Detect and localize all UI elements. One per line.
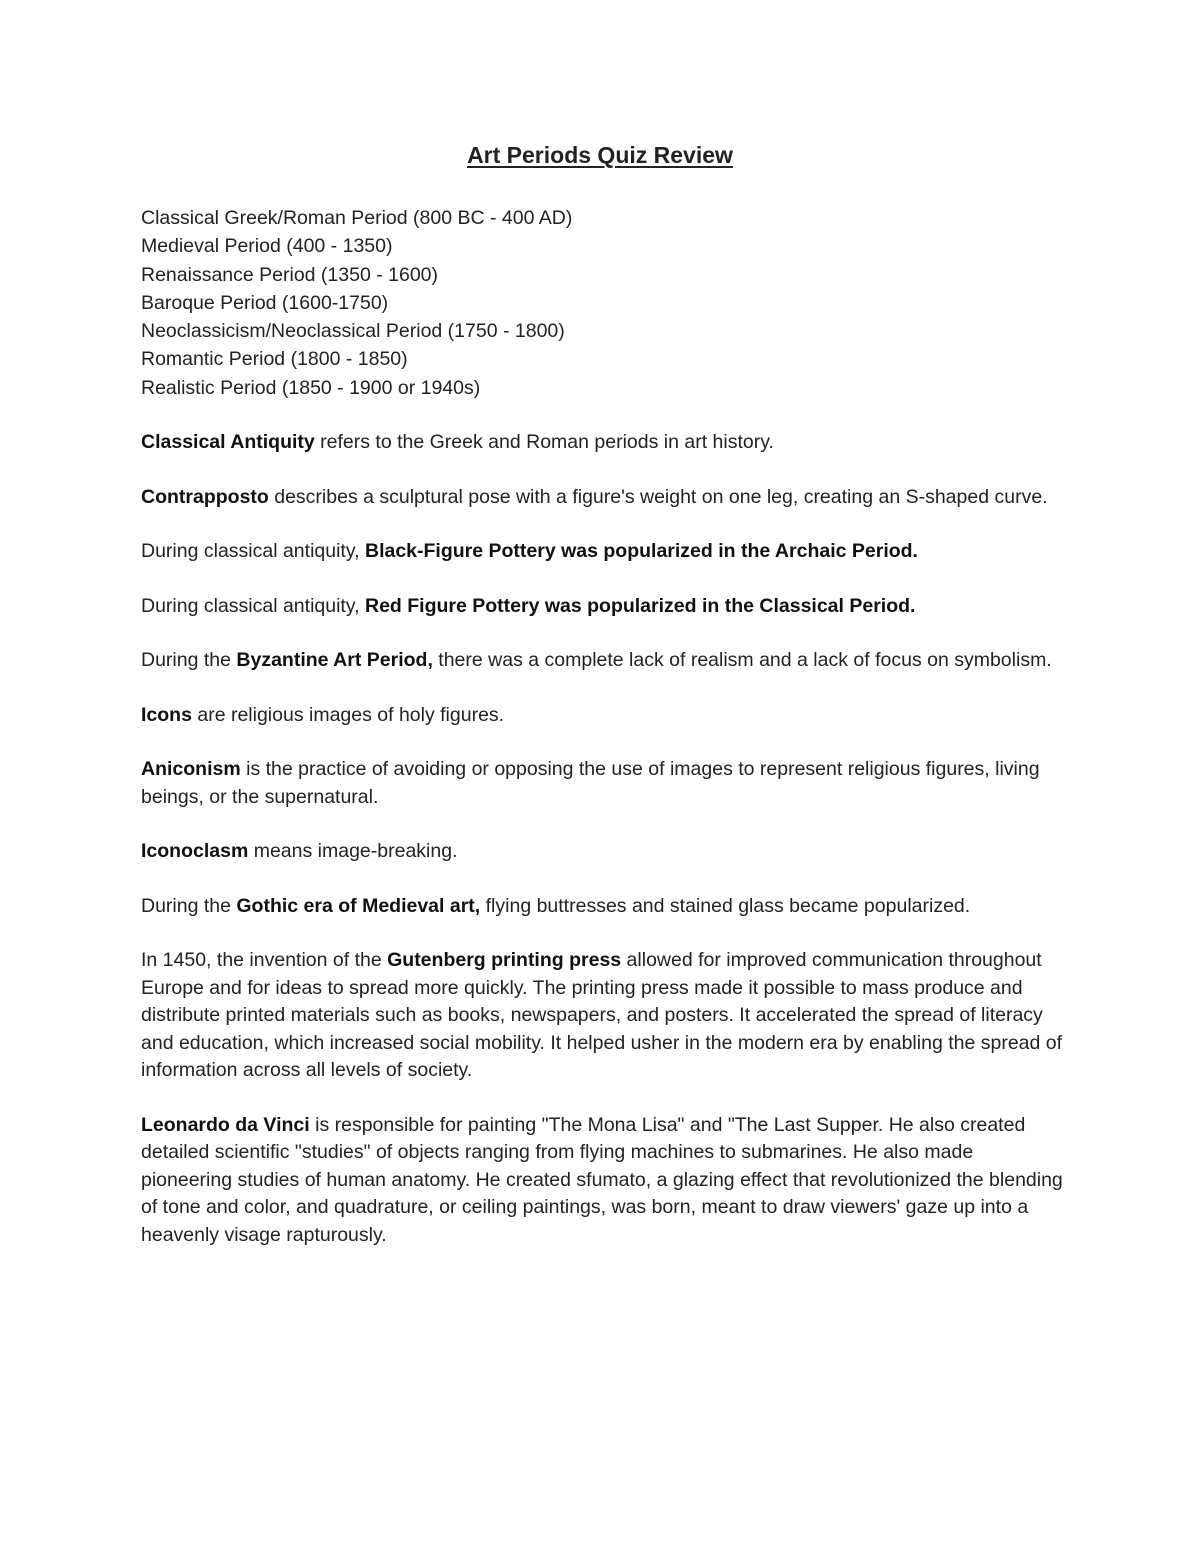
- term-bold: Aniconism: [141, 758, 241, 781]
- term-bold: Contrapposto: [141, 485, 269, 508]
- term-bold: Iconoclasm: [141, 840, 249, 863]
- term-bold: Gothic era of Medieval art,: [236, 894, 481, 917]
- paragraph-byzantine: [141, 647, 1066, 675]
- period-item: Baroque Period (1600-1750): [141, 291, 389, 314]
- paragraph-red-figure: [141, 593, 1066, 621]
- paragraph-icons: [141, 702, 1066, 730]
- paragraph-iconoclasm: [141, 838, 1066, 866]
- paragraph-text: refers to the Greek and Roman periods in art history.: [314, 431, 774, 454]
- term-bold: Classical Antiquity: [141, 431, 315, 454]
- paragraph-text: there was a complete lack of realism and a lack of focus on symbolism.: [432, 649, 1052, 672]
- term-bold: Leonardo da Vinci: [141, 1113, 310, 1136]
- paragraph-text: During the: [141, 894, 237, 917]
- term-bold: Byzantine Art Period,: [236, 649, 433, 672]
- paragraph-text: During classical antiquity,: [141, 594, 365, 617]
- paragraph-text: is responsible for painting "The Mona Lisa" and "The Last Supper. He also created detailed scientific "studies" of objects ranging from flying machines to submarines. He also made pioneering studies of human anatomy. He created sfumato, a glazing effect that revolutionized the blending of tone and color, and quadrature, or ceiling paintings, was born, meant to draw viewers' gaze up into a heavenly visage rapturously.: [141, 1113, 1063, 1246]
- paragraph-text: During classical antiquity,: [141, 540, 365, 563]
- paragraph-text: During the: [141, 649, 237, 672]
- paragraph-text: In 1450, the invention of the: [141, 949, 388, 972]
- paragraph-aniconism: [141, 756, 1066, 811]
- period-item: Medieval Period (400 - 1350): [141, 235, 393, 258]
- paragraph-text: allowed for improved communication throughout Europe and for ideas to spread more quickly. The printing press made it possible to mass produce and distribute printed materials such as books, newspapers, and posters. It accelerated the spread of literacy and education, which increased social mobility. It helped usher in the modern era by enabling the spread of information across all levels of society.: [141, 949, 1063, 1082]
- term-bold: Red Figure Pottery was popularized in the Classical Period.: [364, 594, 916, 617]
- period-item: Classical Greek/Roman Period (800 BC - 400 AD): [141, 207, 573, 229]
- term-bold: Gutenberg printing press: [387, 949, 622, 972]
- term-bold: Black-Figure Pottery was popularized in the Archaic Period.: [364, 540, 918, 563]
- page-title: Art Periods Quiz Review: [467, 142, 733, 168]
- period-item: Romantic Period (1800 - 1850): [141, 348, 408, 371]
- paragraph-black-figure: [141, 538, 1066, 566]
- period-item: Realistic Period (1850 - 1900 or 1940s): [141, 376, 481, 399]
- period-item: Neoclassicism/Neoclassical Period (1750 - 1800): [141, 320, 565, 343]
- paragraph-da-vinci: [141, 1112, 1066, 1250]
- paragraph-text: means image-breaking.: [248, 840, 458, 863]
- document-body: [141, 140, 1066, 1276]
- paragraph-text: are religious images of holy figures.: [191, 703, 505, 726]
- paragraph-text: flying buttresses and stained glass became popularized.: [480, 894, 971, 917]
- paragraph-text: is the practice of avoiding or opposing the use of images to represent religious figures, living beings, or the supernatural.: [141, 758, 1040, 808]
- paragraph-contrapposto: [141, 484, 1066, 512]
- paragraph-gothic: [141, 893, 1066, 921]
- paragraph-text: describes a sculptural pose with a figure's weight on one leg, creating an S-shaped curve.: [268, 485, 1048, 508]
- paragraph-classical-antiquity: [141, 429, 1066, 457]
- term-bold: Icons: [141, 703, 192, 726]
- paragraph-gutenberg: [141, 947, 1066, 1085]
- period-item: Renaissance Period (1350 - 1600): [141, 263, 439, 286]
- period-list: [141, 204, 1066, 402]
